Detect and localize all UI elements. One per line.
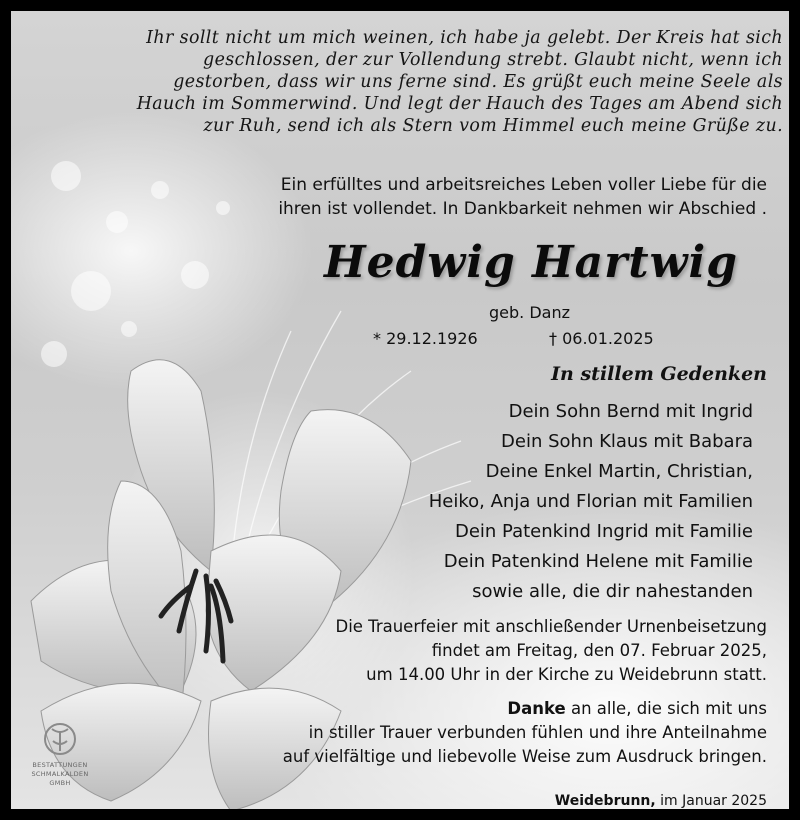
service-info	[335, 615, 767, 687]
poem-text	[33, 27, 783, 137]
poem-line: geschlossen, der zur Vollendung strebt. Glaubt nicht, wenn ich	[203, 50, 783, 70]
mourner-line: Deine Enkel Martin, Christian,	[485, 461, 753, 482]
mourner-line: Dein Patenkind Helene mit Familie	[443, 551, 753, 572]
death-date: † 06.01.2025	[549, 329, 654, 348]
funeral-home-logo	[25, 721, 95, 788]
thanks-bold: Danke	[507, 699, 566, 718]
intro-line: ihren ist vollendet. In Dankbarkeit nehmen wir Abschied .	[278, 199, 767, 219]
date-text: im Januar 2025	[655, 793, 767, 809]
poem-line: gestorben, dass wir uns ferne sind. Es grüßt euch meine Seele als	[173, 72, 783, 92]
mourner-line: Dein Patenkind Ingrid mit Familie	[454, 521, 753, 542]
logo-text: GMBH	[49, 779, 71, 787]
thanks-line: an alle, die sich mit uns	[565, 699, 767, 718]
mourners-list	[429, 397, 753, 607]
memorial-heading: In stillem Gedenken	[551, 363, 767, 385]
place-date	[555, 789, 767, 813]
thanks-line: auf vielfältige und liebevolle Weise zum Ausdruck bringen.	[282, 747, 767, 766]
funeral-home-logo-icon	[43, 721, 77, 757]
intro-line: Ein erfülltes und arbeitsreiches Leben voller Liebe für die	[280, 175, 767, 195]
mourner-line: sowie alle, die dir nahestanden	[472, 581, 753, 602]
maiden-name: geb. Danz	[489, 303, 570, 322]
mourner-line: Heiko, Anja und Florian mit Familien	[428, 491, 753, 512]
service-line: Die Trauerfeier mit anschließender Urnenbeisetzung	[335, 617, 767, 636]
logo-text: SCHMALKALDEN	[31, 770, 89, 778]
mourner-line: Dein Sohn Klaus mit Babara	[501, 431, 753, 452]
poem-line: zur Ruh, send ich als Stern vom Himmel euch meine Grüße zu.	[203, 116, 783, 136]
logo-text: BESTATTUNGEN	[32, 761, 88, 769]
poem-line: Ihr sollt nicht um mich weinen, ich habe ja gelebt. Der Kreis hat sich	[146, 28, 783, 48]
birth-date: * 29.12.1926	[373, 329, 478, 348]
poem-line: Hauch im Sommerwind. Und legt der Hauch des Tages am Abend sich	[136, 94, 783, 114]
place-name: Weidebrunn,	[554, 793, 656, 809]
intro-text	[278, 173, 767, 221]
thanks-line: in stiller Trauer verbunden fühlen und ihre Anteilnahme	[308, 723, 767, 742]
thanks-text	[283, 697, 767, 769]
service-line: um 14.00 Uhr in der Kirche zu Weidebrunn statt.	[366, 665, 767, 684]
service-line: findet am Freitag, den 07. Februar 2025,	[431, 641, 767, 660]
mourner-line: Dein Sohn Bernd mit Ingrid	[508, 401, 753, 422]
deceased-name: Hedwig Hartwig	[324, 237, 738, 288]
